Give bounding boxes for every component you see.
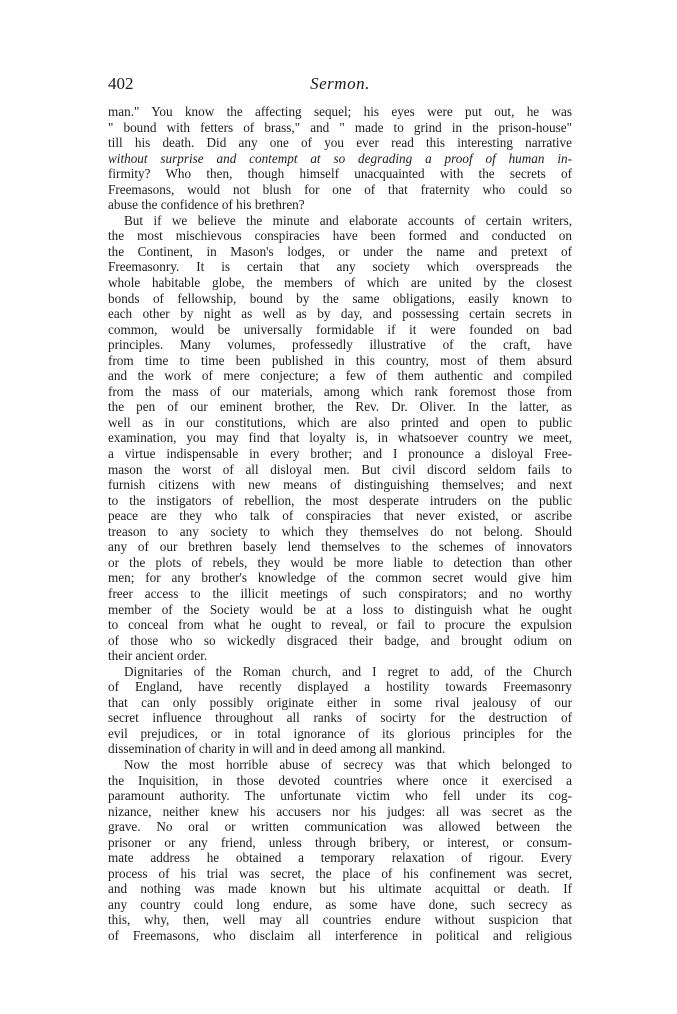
text-line: the Continent, in Mason's lodges, or under the name and pretext of (108, 243, 572, 259)
text-line: grave. No oral or written communication was allowed between the (108, 819, 572, 835)
paragraph-start-line: But if we believe the minute and elaborate accounts of certain writers, (124, 212, 572, 228)
text-line: any country could long endure, as some have done, such secrecy as (108, 896, 572, 912)
body-text (108, 104, 572, 944)
text-line: the most mischievous conspiracies have been formed and conducted on (108, 228, 572, 244)
text-line: to conceal from what he ought to reveal, or fail to procure the expulsion (108, 617, 572, 633)
text-line: nizance, neither knew his accusers nor his judges: all was secret as the (108, 803, 572, 819)
text-line: of those who so wickedly disgraced their badge, and brought odium on (108, 632, 572, 648)
text-line: without surprise and contempt at so degrading a proof of human in- (108, 150, 572, 166)
text-line: whole habitable globe, the members of which are united by the closest (108, 275, 572, 291)
text-line: member of the Society would be at a loss to distinguish what he ought (108, 601, 572, 617)
text-line: process of his trial was secret, the place of his confinement was secret, (108, 865, 572, 881)
text-line: bonds of fellowship, bound by the same obligations, easily known to (108, 290, 572, 306)
text-line: mason the worst of all disloyal men. But civil discord seldom fails to (108, 461, 572, 477)
text-line: peace are they who talk of conspiracies that never existed, or ascribe (108, 508, 572, 524)
paragraph-start-line: Now the most horrible abuse of secrecy was that which belonged to (124, 756, 572, 772)
text-line: well as in our constitutions, which are also printed and open to public (108, 414, 572, 430)
text-line: this, why, then, well may all countries endure without suspicion that (108, 912, 572, 928)
text-line: of Freemasons, who disclaim all interference in political and religious (108, 927, 572, 943)
text-line: prisoner or any friend, unless through bribery, or interest, or consum- (108, 834, 572, 850)
running-head (108, 72, 572, 96)
text-line: firmity? Who then, though himself unacquainted with the secrets of (108, 166, 572, 182)
text-line: men; for any brother's knowledge of the common secret would give him (108, 570, 572, 586)
text-line: to the instigators of rebellion, the most desperate intruders on the public (108, 492, 572, 508)
text-line: furnish citizens with new means of distinguishing themselves; and next (108, 477, 572, 493)
text-line: examination, you may find that loyalty is, in whatsoever country we meet, (108, 430, 572, 446)
text-line: common, would be universally formidable if it were founded on bad (108, 321, 572, 337)
text-line: mate address he obtained a temporary relaxation of rigour. Every (108, 850, 572, 866)
text-line: paramount authority. The unfortunate victim who fell under its cog- (108, 788, 572, 804)
text-line: " bound with fetters of brass," and " made to grind in the prison-house" (108, 119, 572, 135)
text-line: freer access to the illicit meetings of such conspirators; and no worthy (108, 585, 572, 601)
text-line: and nothing was made known but his ultimate acquittal or death. If (108, 881, 572, 897)
text-line: principles. Many volumes, professedly illustrative of the craft, have (108, 337, 572, 353)
text-line: evil prejudices, or in total ignorance of its glorious principles for the (108, 725, 572, 741)
page-number: 402 (108, 74, 134, 93)
text-line: the pen of our eminent brother, the Rev. Dr. Oliver. In the latter, as (108, 399, 572, 415)
text-line: treason to any society to which they themselves do not belong. Should (108, 523, 572, 539)
text-line: that can only possibly originate either in some rival jealousy of our (108, 694, 572, 710)
text-line: and the work of mere conjecture; a few of them authentic and compiled (108, 368, 572, 384)
text-line: any of our brethren basely lend themselves to the schemes of innovators (108, 539, 572, 555)
text-line: a virtue indispensable in every brother; and I pronounce a disloyal Free- (108, 446, 572, 462)
text-line: dissemination of charity in will and in deed among all mankind. (108, 741, 446, 757)
text-line: Freemasonry. It is certain that any society which overspreads the (108, 259, 572, 275)
text-line: from time to time been published in this country, most of them absurd (108, 352, 572, 368)
text-line: from the mass of our materials, among which rank foremost those from (108, 383, 572, 399)
text-line: secret influence throughout all ranks of socirty for the destruction of (108, 710, 572, 726)
text-line: Freemasons, would not blush for one of that fraternity who could so (108, 181, 572, 197)
text-line: or the plots of rebels, they would be more liable to detection than other (108, 554, 572, 570)
text-line: the Inquisition, in those devoted countries where once it exercised a (108, 772, 572, 788)
text-line: till his death. Did any one of you ever read this interesting narrative (108, 135, 572, 151)
text-line: their ancient order. (108, 648, 208, 664)
text-line: of England, have recently displayed a hostility towards Freemasonry (108, 679, 572, 695)
text-line: man." You know the affecting sequel; his eyes were put out, he was (108, 104, 572, 119)
paragraph-start-line: Dignitaries of the Roman church, and I regret to add, of the Church (124, 663, 572, 679)
text-line: each other by night as well as by day, and possessing certain secrets in (108, 306, 572, 322)
running-title: Sermon. (310, 74, 370, 93)
text-line: abuse the confidence of his brethren? (108, 197, 305, 213)
